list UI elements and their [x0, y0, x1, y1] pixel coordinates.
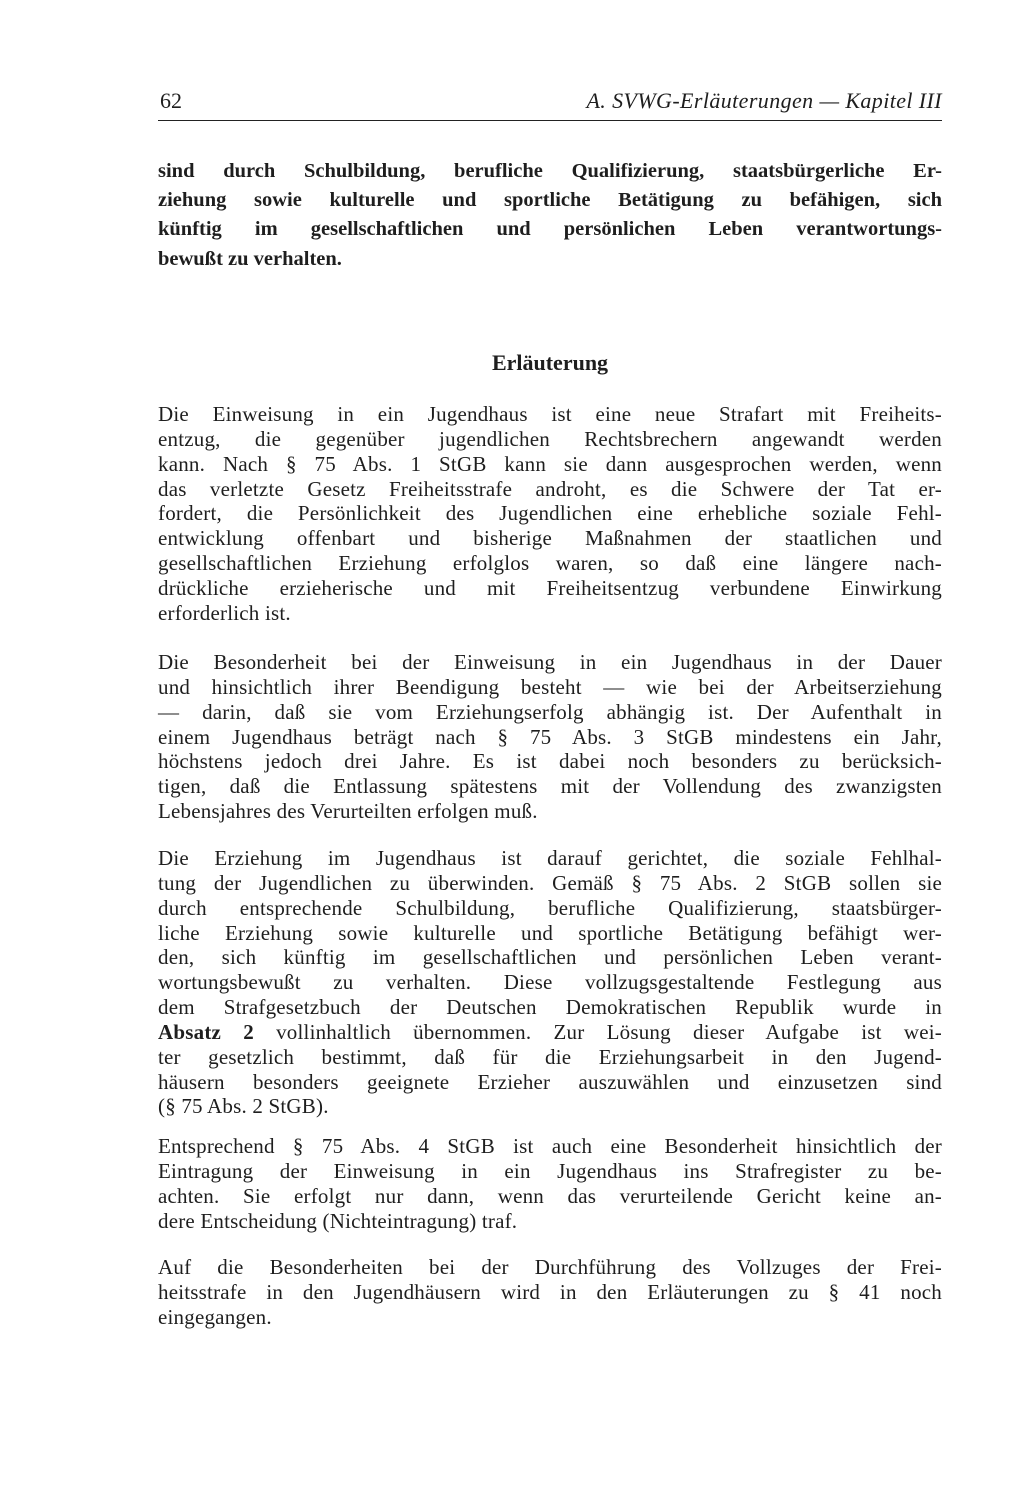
text-line: liche Erziehung sowie kulturelle und sportliche Betätigung befähigt wer- [158, 920, 942, 945]
text-line-rest: vollinhaltlich übernommen. Zur Lösung dieser Aufgabe ist wei- [253, 1019, 942, 1044]
statute-line: ziehung sowie kulturelle und sportliche Betätigung zu befähigen, sich [158, 189, 942, 212]
statute-line: künftig im gesellschaftlichen und persönlichen Leben verantwortungs- [158, 218, 942, 241]
text-line: achten. Sie erfolgt nur dann, wenn das verurteilende Gericht keine an- [158, 1183, 942, 1208]
text-line: Auf die Besonderheiten bei der Durchführung des Vollzuges der Frei- [158, 1255, 942, 1279]
text-line: das verletzte Gesetz Freiheitsstrafe androht, es die Schwere der Tat er- [158, 476, 942, 501]
text-line: entzug, die gegenüber jugendlichen Rechtsbrechern angewandt werden [158, 426, 942, 451]
text-line: Eintragung der Einweisung in ein Jugendhaus ins Strafregister zu be- [158, 1158, 942, 1183]
paragraph-1 [158, 402, 942, 626]
paragraph-3 [158, 846, 942, 1119]
text-line: entwicklung offenbart und bisherige Maßnahmen der staatlichen und [158, 526, 942, 551]
text-line: höchstens jedoch drei Jahre. Es ist dabei noch besonders zu berücksich- [158, 749, 942, 774]
text-line: Die Einweisung in ein Jugendhaus ist eine neue Strafart mit Freiheits- [158, 402, 942, 426]
text-line: wortungsbewußt zu verhalten. Diese vollzugsgestaltende Festlegung aus [158, 970, 942, 995]
text-line: gesellschaftlichen Erziehung erfolglos waren, so daß eine längere nach- [158, 551, 942, 576]
page-number: 62 [160, 88, 182, 113]
text-line: und hinsichtlich ihrer Beendigung besteht — wie bei der Arbeitserziehung [158, 674, 942, 699]
text-line: Lebensjahres des Verurteilten erfolgen muß. [158, 799, 538, 824]
statute-text [158, 157, 942, 274]
text-line: heitsstrafe in den Jugendhäusern wird in den Erläuterungen zu § 41 noch [158, 1279, 942, 1304]
section-heading: Erläuterung [491, 350, 609, 375]
paragraph-2 [158, 650, 942, 824]
text-line: drückliche erzieherische und mit Freiheitsentzug verbundene Einwirkung [158, 575, 942, 600]
text-line: Die Erziehung im Jugendhaus ist darauf gerichtet, die soziale Fehlhal- [158, 846, 942, 870]
chapter-title: A. SVWG-Erläuterungen — Kapitel III [586, 88, 942, 113]
text-line: tung der Jugendlichen zu überwinden. Gemäß § 75 Abs. 2 StGB sollen sie [158, 870, 942, 895]
text-line-bold-lead [158, 1020, 942, 1045]
text-line: dem Strafgesetzbuch der Deutschen Demokratischen Republik wurde in [158, 995, 942, 1020]
text-line: tigen, daß die Entlassung spätestens mit der Vollendung des zwanzigsten [158, 774, 942, 799]
running-head [158, 86, 942, 121]
paragraph-5 [158, 1255, 942, 1330]
text-line: ter gesetzlich bestimmt, daß für die Erziehungsarbeit in den Jugend- [158, 1044, 942, 1069]
bold-term: Absatz 2 [158, 1019, 254, 1044]
text-line: dere Entscheidung (Nichteintragung) traf. [158, 1208, 518, 1233]
text-line: kann. Nach § 75 Abs. 1 StGB kann sie dann ausgesprochen werden, wenn [158, 451, 942, 476]
text-line: (§ 75 Abs. 2 StGB). [158, 1094, 329, 1119]
statute-line: bewußt zu verhalten. [158, 247, 342, 270]
text-line: durch entsprechende Schulbildung, berufliche Qualifizierung, staatsbürger- [158, 895, 942, 920]
text-line: — darin, daß sie vom Erziehungserfolg abhängig ist. Der Aufenthalt in [158, 699, 942, 724]
text-line: erforderlich ist. [158, 600, 291, 625]
text-line: häusern besonders geeignete Erzieher auszuwählen und einzusetzen sind [158, 1069, 942, 1094]
paragraph-4 [158, 1134, 942, 1233]
text-line: den, sich künftig im gesellschaftlichen und persönlichen Leben verant- [158, 945, 942, 970]
text-line: Entsprechend § 75 Abs. 4 StGB ist auch eine Besonderheit hinsichtlich der [158, 1134, 942, 1158]
text-line: eingegangen. [158, 1304, 272, 1329]
text-line: Die Besonderheit bei der Einweisung in ein Jugendhaus in der Dauer [158, 650, 942, 674]
text-line: einem Jugendhaus beträgt nach § 75 Abs. 3 StGB mindestens ein Jahr, [158, 724, 942, 749]
statute-line: sind durch Schulbildung, berufliche Qualifizierung, staatsbürgerliche Er- [158, 160, 942, 182]
text-line: fordert, die Persönlichkeit des Jugendlichen eine erhebliche soziale Fehl- [158, 501, 942, 526]
